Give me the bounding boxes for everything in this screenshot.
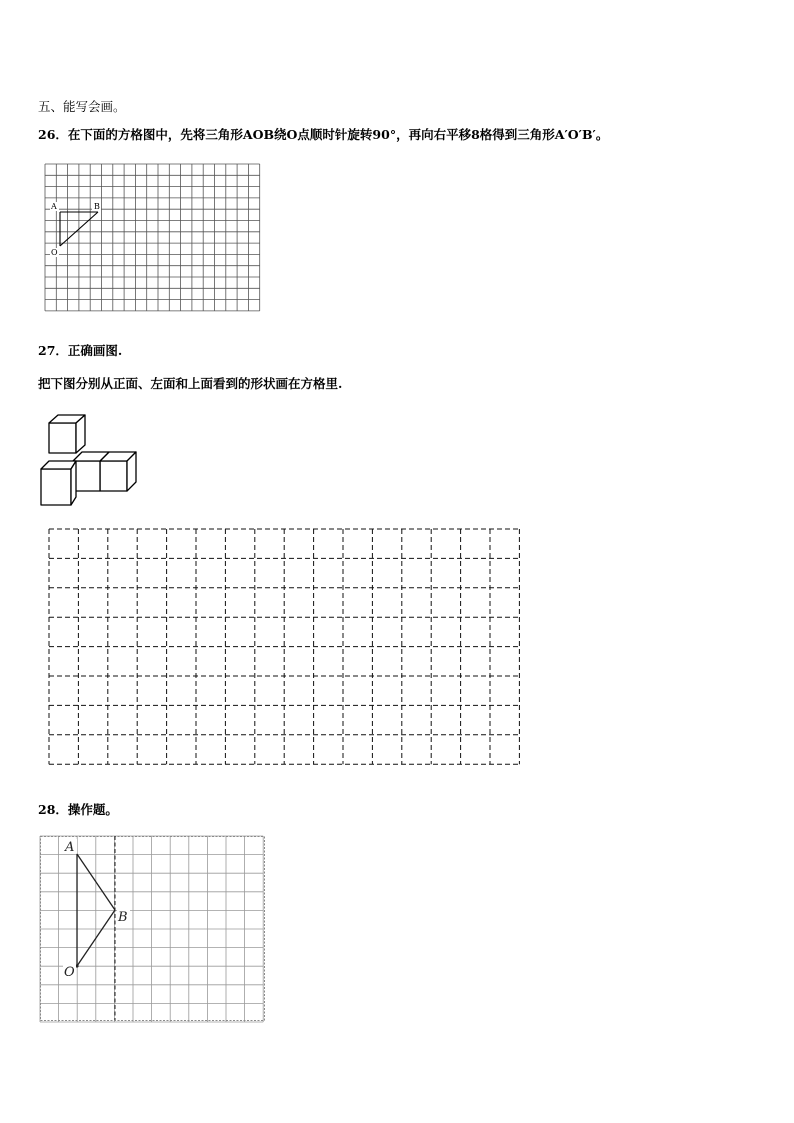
q28-label-o: O [64,965,75,980]
cube-bottom-1 [41,461,76,505]
q27-dashed-drawing-grid [48,528,522,782]
question-27-instruction: 把下图分别从正面、左面和上面看到的形状画在方格里. [38,376,343,391]
question-27-title: 27．正确画图. [38,343,123,358]
cube-bottom-3 [100,452,136,491]
q28-grid [40,836,263,1022]
q26-grid-figure [40,162,270,322]
section-heading: 五、能写会画。 [38,99,126,114]
q28-label-b: B [118,910,128,925]
q26-grid [45,164,260,311]
question-28-title: 28．操作题。 [38,802,118,817]
q26-label-b: B [94,202,100,211]
q26-label-o: O [51,248,58,257]
question-26-text: 26．在下面的方格图中，先将三角形AOB绕O点顺时针旋转90°，再向右平移8格得到三角形A′O′B′。 [38,127,609,142]
q26-label-a: A [51,202,57,211]
q28-label-a: A [65,840,75,855]
cube-top [49,415,85,453]
q27-cube-stack-figure [38,415,138,510]
q28-grid-figure [40,836,266,1022]
